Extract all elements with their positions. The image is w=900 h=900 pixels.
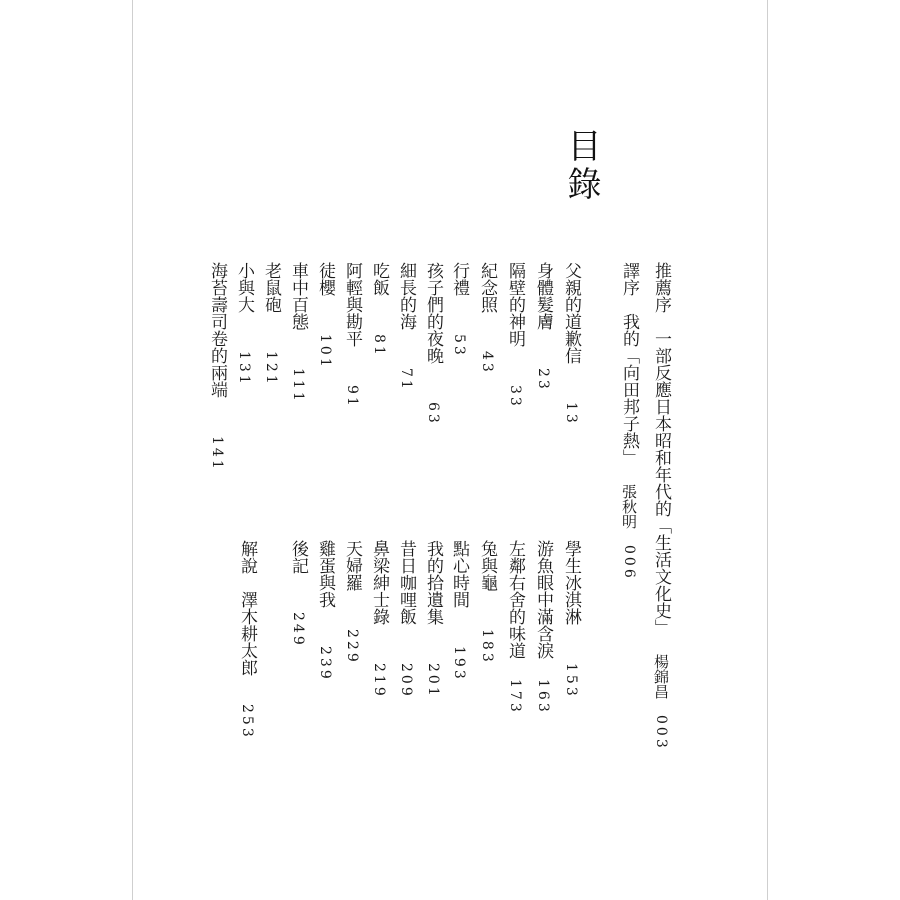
toc-preface-author: 張秋明 — [620, 484, 638, 529]
toc-preface-page: 006 — [621, 545, 637, 581]
toc-entry: 行禮53 — [449, 262, 469, 358]
toc-entry: 細長的海71 — [396, 262, 416, 392]
toc-entry: 車中百態111 — [288, 262, 308, 404]
page-title: 目錄 — [561, 128, 601, 204]
toc-entry: 吃飯81 — [369, 262, 389, 358]
toc-entry: 雞蛋與我239 — [315, 540, 335, 682]
toc-preface-page: 003 — [653, 715, 669, 751]
toc-entry: 鼻梁紳士錄219 — [369, 540, 389, 699]
toc-entry: 紀念照43 — [477, 262, 497, 375]
toc-entry: 昔日咖哩飯209 — [396, 540, 416, 699]
toc-preface-1 — [650, 262, 672, 751]
toc-entry: 我的拾遺集201 — [423, 540, 443, 699]
toc-entry: 天婦羅229 — [342, 540, 362, 665]
toc-preface-label: 譯序 我的「向田邦子熱」 — [619, 262, 639, 466]
toc-entry: 孩子們的夜晚63 — [423, 262, 443, 426]
toc-entry: 阿輕與勘平91 — [342, 262, 362, 409]
toc-preface-2 — [618, 262, 640, 581]
toc-preface-label: 推薦序 一部反應日本昭和年代的「生活文化史」 — [651, 262, 671, 636]
toc-entry: 身體髮膚23 — [533, 262, 553, 392]
toc-entry: 海苔壽司卷的兩端141 — [207, 262, 227, 472]
toc-entry: 左鄰右舍的味道173 — [505, 540, 525, 715]
toc-entry: 游魚眼中滿含淚163 — [533, 540, 553, 715]
toc-entry: 隔壁的神明33 — [505, 262, 525, 409]
toc-entry: 學生冰淇淋153 — [561, 540, 581, 699]
toc-entry: 點心時間193 — [449, 540, 469, 682]
toc-entry: 解說 澤木耕太郎253 — [237, 540, 257, 740]
toc-entry: 兔與龜183 — [477, 540, 497, 665]
toc-preface-author: 楊錦昌 — [652, 654, 670, 699]
toc-entry: 徒櫻101 — [315, 262, 335, 370]
toc-entry: 老鼠砲121 — [261, 262, 281, 387]
toc-entry: 父親的道歉信13 — [561, 262, 581, 426]
toc-entry: 後記249 — [288, 540, 308, 648]
toc-entry: 小與大131 — [234, 262, 254, 387]
